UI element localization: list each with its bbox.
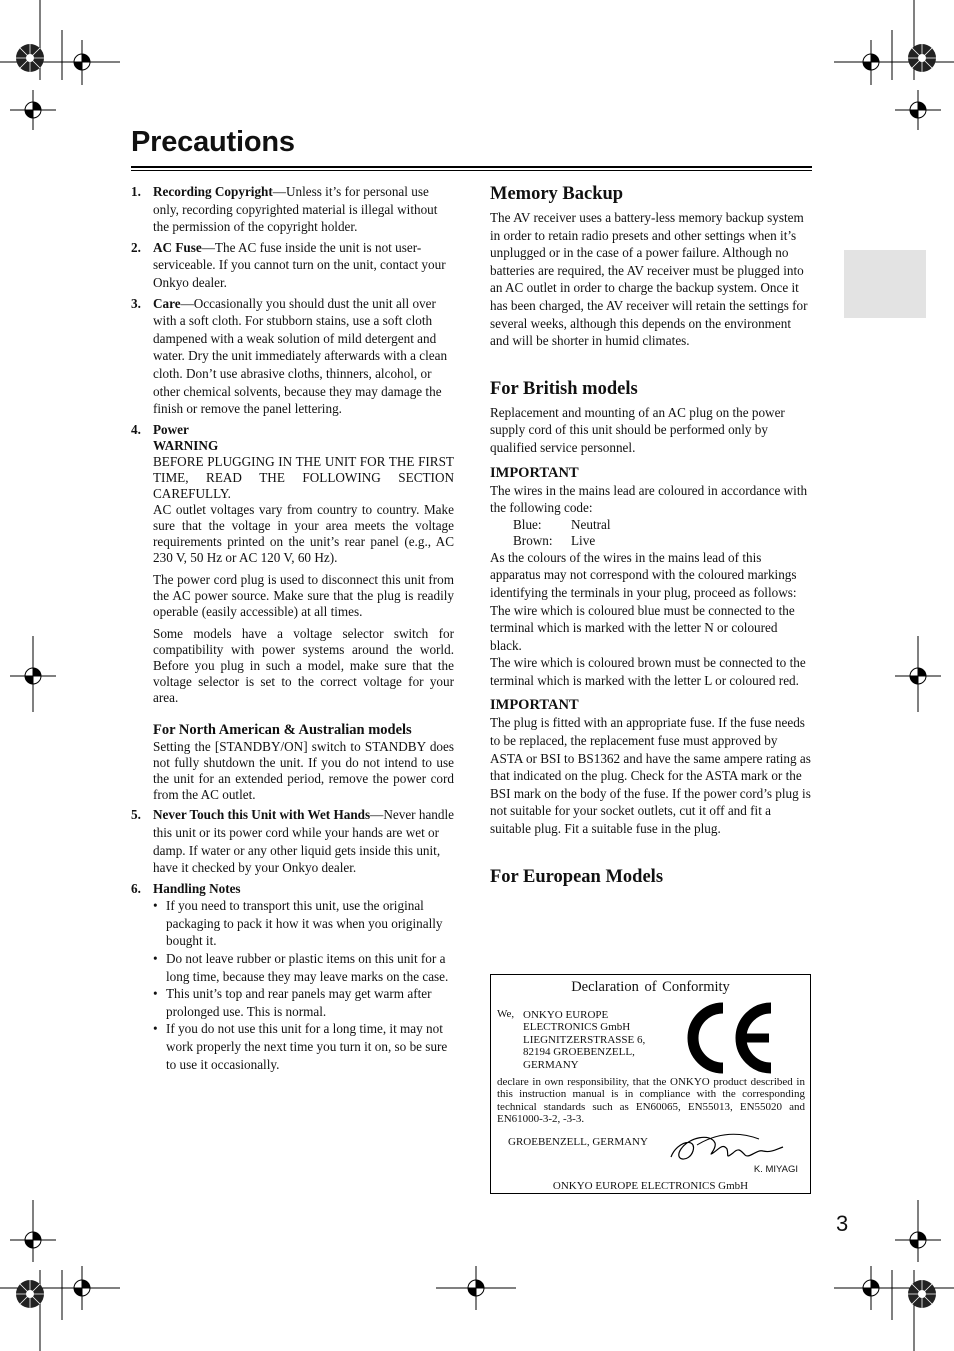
item-text: —The AC fuse inside the unit is not user-serviceable. If you cannot turn on the unit, contact your Onkyo dealer.	[153, 239, 446, 290]
declaration-address	[523, 1009, 645, 1071]
item-heading: AC Fuse	[153, 239, 202, 255]
wires-intro: The wires in the mains lead are coloured in accordance with the following code:	[490, 482, 808, 516]
declaration-we: We,	[497, 1008, 515, 1020]
heading-european-models: For European Models	[490, 866, 664, 887]
title-rule	[131, 166, 812, 171]
bullet-text: This unit’s top and rear panels may get warm after prolonged use. This is normal.	[166, 986, 432, 1019]
bullet-icon: •	[153, 1021, 158, 1037]
declaration-signer: K. MIYAGI	[753, 1164, 798, 1175]
item-heading: Care	[153, 295, 181, 311]
right-column	[490, 183, 812, 892]
subheading-north-american: For North American & Australian models	[153, 722, 412, 739]
item-text: —Never handle this unit or its power cord while your hands are wet or damp. If water or any other liquid gets inside this unit, have it checked by your Onkyo dealer.	[153, 807, 455, 876]
item-number: 4.	[131, 421, 141, 437]
ce-mark-icon	[683, 1000, 779, 1076]
address-line: ONKYO EUROPE	[523, 1009, 609, 1021]
address-line: ELECTRONICS GmbH	[523, 1021, 631, 1034]
list-item	[131, 880, 454, 1074]
wire-label: Brown:	[513, 532, 553, 548]
item-heading: Handling Notes	[153, 880, 241, 896]
british-paragraph: As the colours of the wires in the mains lead of this apparatus may not correspond with the coloured markings identifying the terminals in your plug, proceed as follows:	[490, 549, 797, 600]
list-item	[131, 183, 454, 236]
item-number: 6.	[131, 880, 141, 896]
warning-text: BEFORE PLUGGING IN THE UNIT FOR THE FIRST TIME, READ THE FOLLOWING SECTION CAREFULLY.	[153, 454, 454, 502]
list-item	[131, 295, 454, 418]
item-number: 5.	[131, 807, 141, 823]
heading-british-models: For British models	[490, 378, 638, 399]
bullet-icon: •	[153, 986, 158, 1002]
bullet-text: If you need to transport this unit, use the original packaging to pack it how it was when you originally bought it.	[166, 898, 443, 949]
important-label: IMPORTANT	[490, 697, 579, 714]
address-line: 82194 GROEBENZELL,	[523, 1046, 635, 1059]
page-title: Precautions	[131, 126, 295, 158]
memory-backup-text: The AV receiver uses a battery-less memory backup system in order to retain radio presets and other settings when it’s unplugged or in the case of a power failure. Although no batteries are required, the AV receiver must be plugged into an AC outlet in order to charge the backup system. Once it has been charged, the AV receiver will retain the settings for several weeks, although this depends on the environment and will be shorter in humid climates.	[490, 210, 808, 349]
item-text: —Unless it’s for personal use only, recording copyrighted material is illegal without the permission of the copyright holder.	[153, 184, 438, 235]
section-tab	[844, 250, 926, 318]
declaration-place: GROEBENZELL, GERMANY	[508, 1136, 648, 1148]
power-paragraph: AC outlet voltages vary from country to country. Make sure that the voltage in your area meets the voltage requirements printed on the unit’s rear panel (e.g., AC 230 V, 50 Hz or AC 120 V, 60 Hz).	[153, 502, 454, 566]
power-paragraph: Some models have a voltage selector switch for compatibility with power systems around the world. Before you plug in such a model, make sure that the voltage selector is set to the correct voltage for your area.	[153, 626, 454, 706]
wire-code-brown	[490, 533, 812, 549]
important-label: IMPORTANT	[490, 464, 579, 481]
list-item	[131, 806, 454, 876]
item-heading: Recording Copyright	[153, 184, 273, 199]
wire-code-blue	[490, 517, 812, 533]
page-number: 3	[836, 1211, 849, 1236]
bullet-item	[153, 897, 454, 950]
declaration-company: ONKYO EUROPE ELECTRONICS GmbH	[552, 1180, 749, 1192]
bullet-icon: •	[153, 898, 158, 914]
declaration-title: Declaration of Conformity	[571, 979, 730, 995]
wire-value: Neutral	[571, 516, 611, 532]
heading-memory-backup: Memory Backup	[490, 184, 624, 204]
fuse-paragraph: The plug is fitted with an appropriate fuse. If the fuse needs to be replaced, the replacement fuse must approved by ASTA or BSI to BS1362 and have the same ampere rating as that indicated on the plug. Check for the ASTA mark or the BSI mark on the body of the fuse. If the power cord’s plug is not suitable for your socket outlets, cut it off and fit a suitable plug. Fit a suitable fuse in the plug.	[490, 715, 811, 837]
british-intro: Replacement and mounting of an AC plug on the power supply cord of this unit should be performed only by qualified service personnel.	[490, 404, 785, 455]
item-number: 2.	[131, 239, 141, 255]
address-line: LIEGNITZERSTRASSE 6,	[523, 1033, 646, 1046]
bullet-text: If you do not use this unit for a long time, it may not work properly the next time you turn it on, so be sure to use it occasionally.	[166, 1021, 448, 1072]
address-line: GERMANY	[523, 1058, 579, 1071]
wire-label: Blue:	[513, 516, 542, 532]
signature-icon	[667, 1127, 787, 1167]
list-item	[131, 421, 454, 804]
bullet-icon: •	[153, 951, 158, 967]
north-american-text: Setting the [STANDBY/ON] switch to STANDBY does not fully shutdown the unit. If you do not intend to use the unit for an extended period, remove the power cord from the AC outlet.	[153, 739, 454, 803]
item-heading: Never Touch this Unit with Wet Hands	[153, 807, 371, 823]
list-item	[131, 239, 454, 292]
bullet-item	[153, 1020, 454, 1073]
bullet-text: Do not leave rubber or plastic items on this unit for a long time, because they may leave marks on the case.	[166, 951, 449, 984]
warning-label: WARNING	[153, 438, 219, 454]
left-column	[131, 183, 454, 1076]
bullet-item	[153, 985, 454, 1020]
declaration-statement: declare in own responsibility, that the ONKYO product described in this instruction manual is in compliance with the corresponding technical standards such as EN60065, EN55013, EN55020 and EN61000-3-2, -3-3.	[497, 1076, 805, 1126]
power-paragraph: The power cord plug is used to disconnect this unit from the AC power source. Make sure that the plug is readily operable (easily accessible) at all times.	[153, 572, 454, 620]
british-paragraph: The wire which is coloured blue must be connected to the terminal which is marked with the letter N or coloured black.	[490, 602, 795, 653]
british-paragraph: The wire which is coloured brown must be connected to the terminal which is marked with the letter L or coloured red.	[490, 655, 806, 688]
item-text: —Occasionally you should dust the unit all over with a soft cloth. For stubborn stains, use a soft cloth dampened with a weak solution of mild detergent and water. Dry the unit immediately afterwards with a clean cloth. Don’t use abrasive cloths, thinners, alcohol, or other chemical solvents, because they may damage the finish or remove the panel lettering.	[153, 295, 448, 417]
item-number: 1.	[131, 184, 141, 199]
item-number: 3.	[131, 295, 141, 311]
item-heading: Power	[153, 421, 189, 437]
bullet-item	[153, 950, 454, 985]
wire-value: Live	[571, 532, 596, 548]
declaration-of-conformity-box	[490, 974, 811, 1194]
